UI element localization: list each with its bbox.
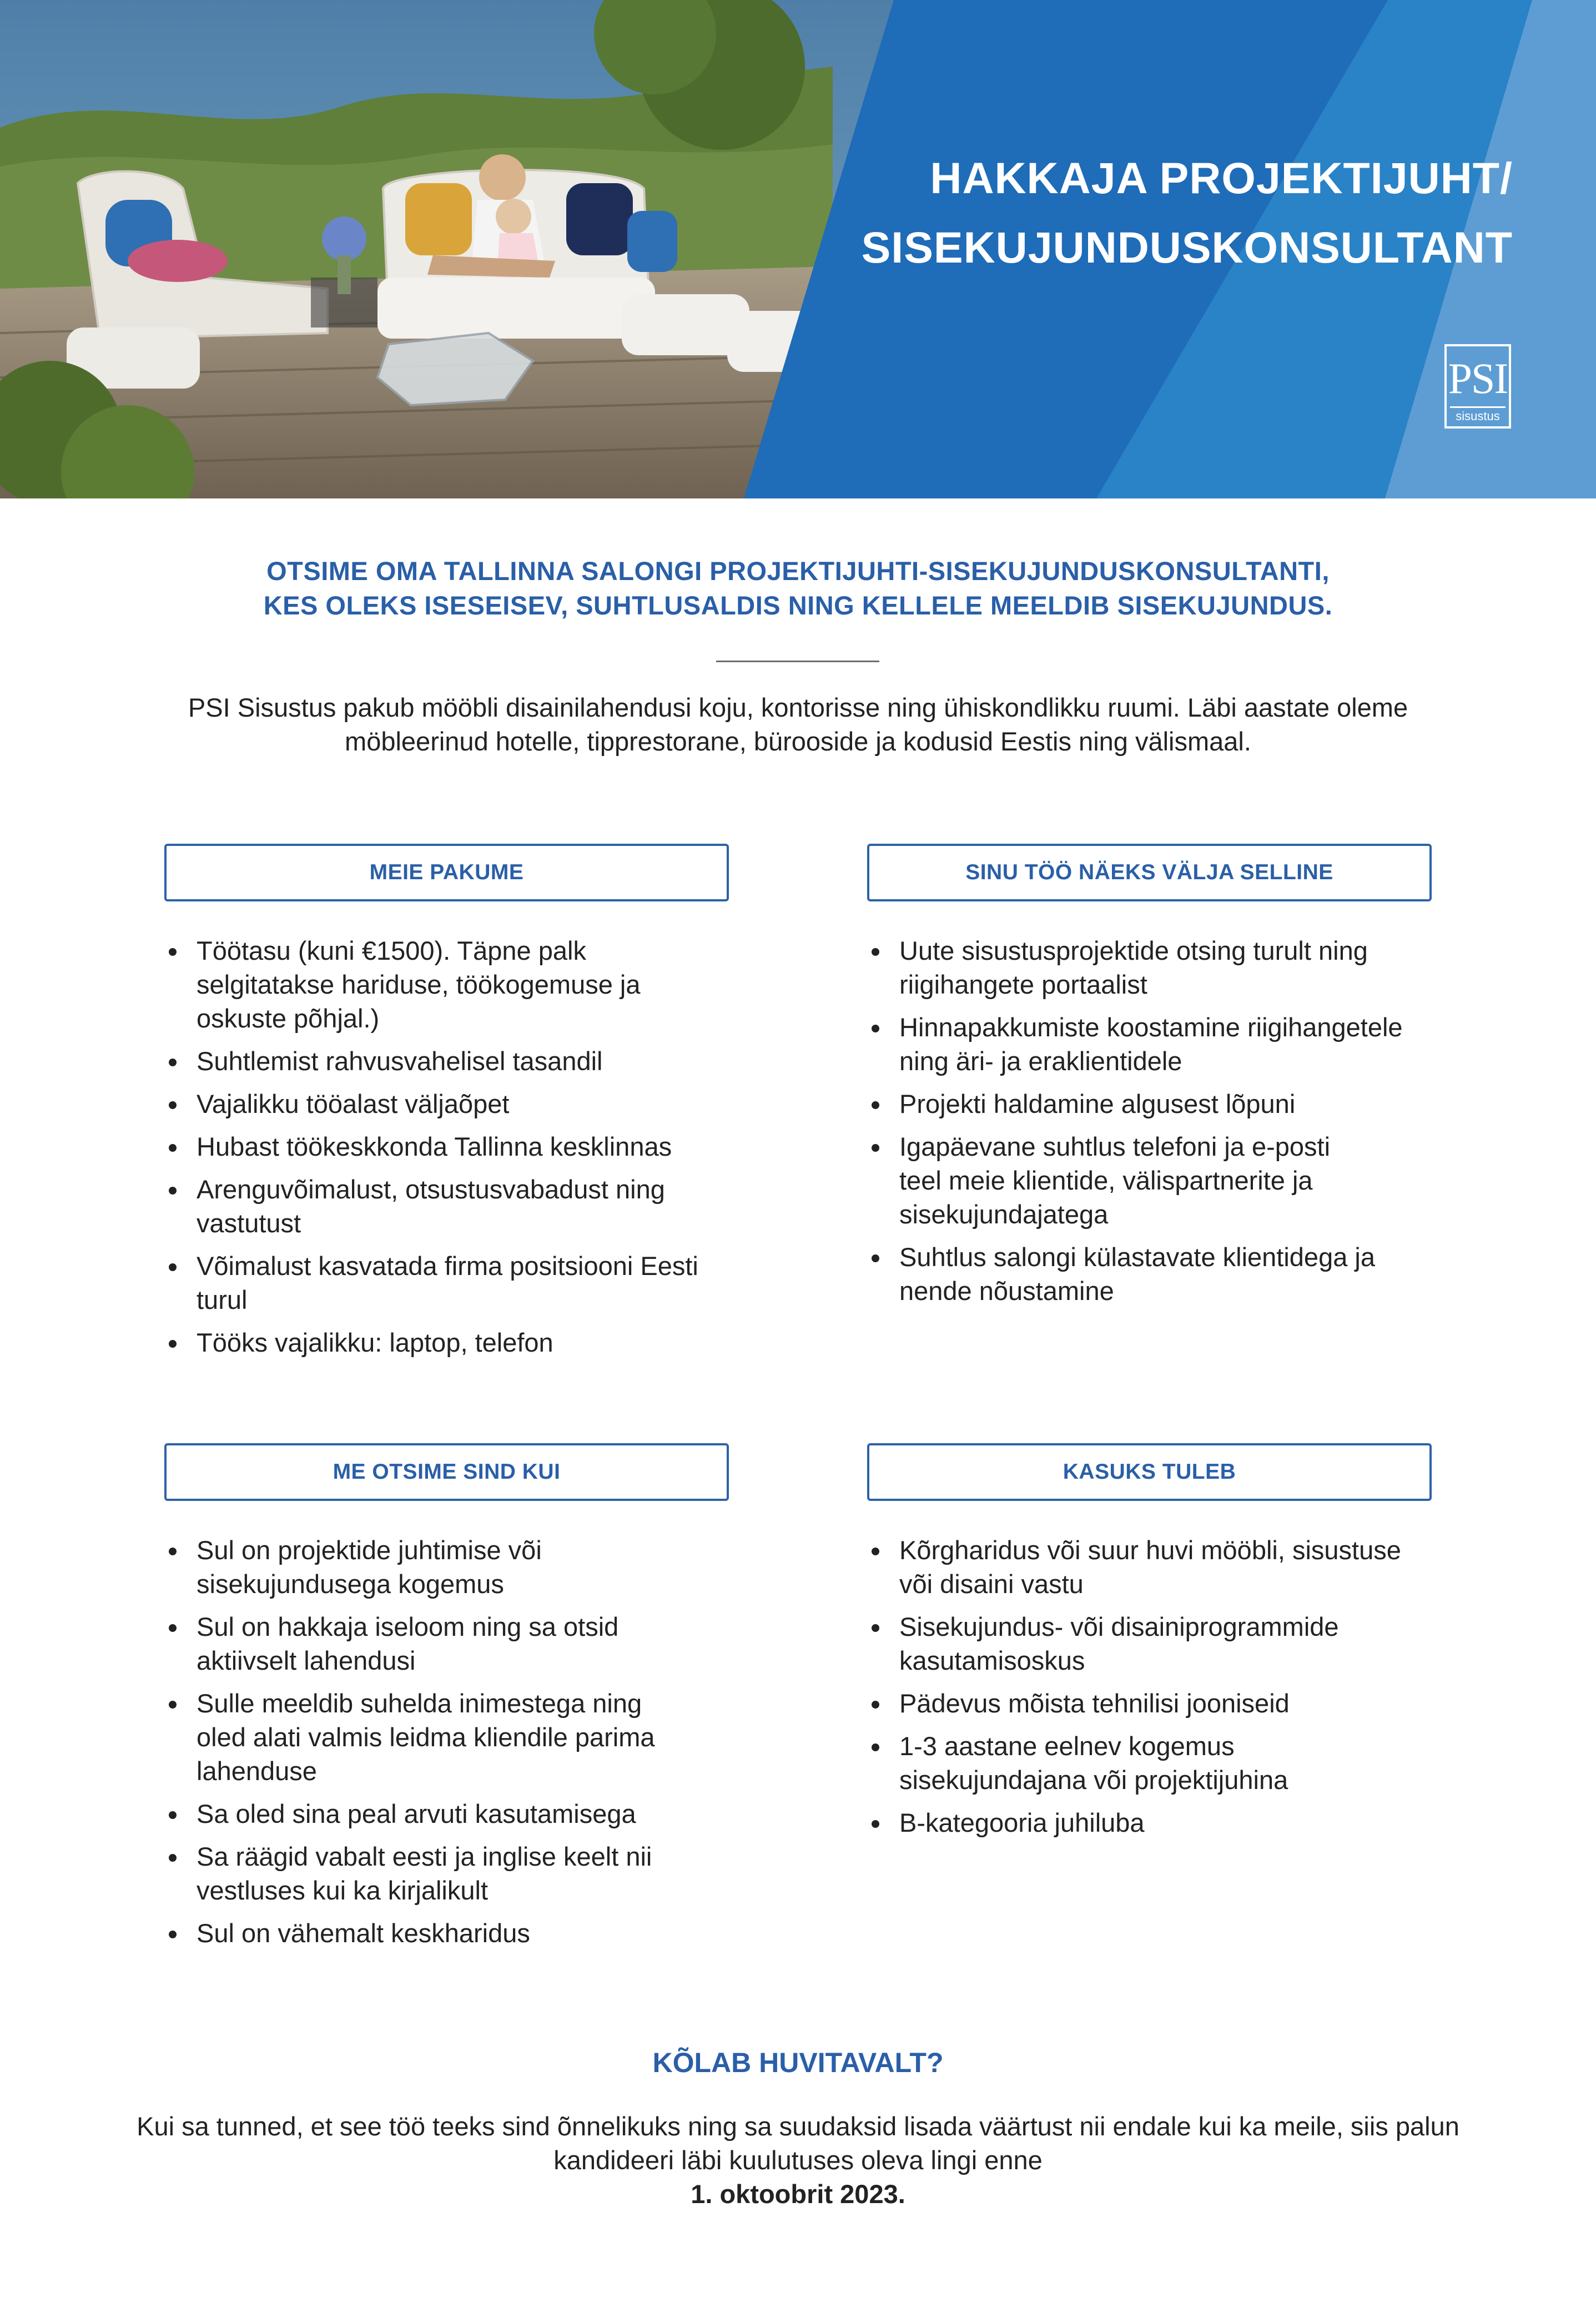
list-item-line: Vajalikku tööalast väljaõpet — [197, 1089, 510, 1118]
list-item — [867, 1087, 1472, 1121]
section-title-work: SINU TÖÖ NÄEKS VÄLJA SELLINE — [867, 844, 1432, 901]
list-item — [867, 1240, 1472, 1308]
list-item-line: teel meie klientide, välispartnerite ja — [899, 1166, 1313, 1195]
list-item — [867, 1610, 1472, 1677]
list-item-line: Igapäevane suhtlus telefoni ja e-posti — [899, 1132, 1331, 1161]
list-item-line: Pädevus mõista tehnilisi jooniseid — [899, 1689, 1290, 1718]
section-title-bonus: KASUKS TULEB — [867, 1443, 1432, 1501]
list-item — [867, 934, 1472, 1001]
list-item-line: Sul on vähemalt keskharidus — [197, 1918, 530, 1948]
seek-list — [164, 1533, 753, 1959]
list-item-line: Projekti haldamine algusest lõpuni — [899, 1089, 1296, 1118]
list-item-line: Suhtlemist rahvusvahelisel tasandil — [197, 1046, 603, 1076]
list-item — [164, 1610, 753, 1677]
list-item-line: Uute sisustusprojektide otsing turult ning — [899, 936, 1368, 965]
psi-sisustus-logo — [1444, 344, 1511, 429]
list-item-line: Tööks vajalikku: laptop, telefon — [197, 1328, 553, 1357]
list-item — [164, 1249, 753, 1317]
list-item-line: sisekujundajatega — [899, 1200, 1109, 1229]
cta-deadline: 1. oktoobrit 2023. — [691, 2179, 905, 2209]
list-item-line: või disaini vastu — [899, 1569, 1084, 1599]
list-item — [164, 1533, 753, 1601]
intro-line-2: möbleerinud hotelle, tipprestorane, bürooside ja kodusid Eestis ning välismaal. — [345, 727, 1251, 756]
list-item-line: aktiivselt lahendusi — [197, 1646, 416, 1675]
list-item-line: oskuste põhjal.) — [197, 1004, 380, 1033]
list-item-line: nende nõustamine — [899, 1276, 1114, 1306]
hero-title-line-1: HAKKAJA PROJEKTIJUHT/ — [930, 153, 1513, 203]
cta-line-2 — [67, 2143, 1529, 2211]
list-item-line: kasutamisoskus — [899, 1646, 1085, 1675]
lead-heading — [111, 554, 1485, 623]
work-list — [867, 934, 1472, 1317]
list-item-line: 1-3 aastane eelnev kogemus — [899, 1731, 1235, 1761]
intro-line-1: PSI Sisustus pakub mööbli disainilahendusi koju, kontorisse ning ühiskondlikku ruumi. Läbi aastate oleme — [188, 693, 1408, 722]
list-item-line: lahenduse — [197, 1756, 317, 1786]
list-item — [164, 934, 753, 1035]
offer-list — [164, 934, 753, 1368]
divider — [716, 661, 879, 662]
list-item-line: vastutust — [197, 1208, 301, 1238]
list-item — [164, 1130, 753, 1163]
list-item-line: Sisekujundus- või disainiprogrammide — [899, 1612, 1339, 1641]
list-item — [164, 1087, 753, 1121]
list-item-line: Sa oled sina peal arvuti kasutamisega — [197, 1799, 636, 1828]
list-item-line: sisekujundajana või projektijuhina — [899, 1765, 1288, 1795]
list-item-line: vestluses kui ka kirjalikult — [197, 1876, 489, 1905]
section-title-seek: ME OTSIME SIND KUI — [164, 1443, 729, 1501]
list-item — [164, 1044, 753, 1078]
list-item-line: Sulle meeldib suhelda inimestega ning — [197, 1689, 642, 1718]
logo-subtitle: sisustus — [1450, 406, 1506, 425]
list-item-line: Hinnapakkumiste koostamine riigihangetele — [899, 1012, 1403, 1042]
list-item — [164, 1840, 753, 1907]
list-item — [867, 1533, 1472, 1601]
list-item-line: oled alati valmis leidma kliendile parima — [197, 1722, 655, 1752]
list-item-line: turul — [197, 1285, 248, 1314]
hero-title — [862, 143, 1513, 282]
list-item — [164, 1797, 753, 1831]
cta-line-1: Kui sa tunned, et see töö teeks sind õnnelikuks ning sa suudaksid lisada väärtust nii endale kui ka meile, siis palun — [137, 2112, 1459, 2141]
list-item-line: Võimalust kasvatada firma positsiooni Eesti — [197, 1251, 698, 1281]
cta-title: KÕLAB HUVITAVALT? — [652, 2047, 944, 2078]
list-item-line: riigihangete portaalist — [899, 970, 1147, 999]
lead-line-2: KES OLEKS ISESEISEV, SUHTLUSALDIS NING KELLELE MEELDIB SISEKUJUNDUS. — [263, 591, 1333, 620]
list-item — [867, 1729, 1472, 1797]
list-item — [867, 1010, 1472, 1078]
cta-text — [67, 2109, 1529, 2211]
list-item-line: Kõrgharidus või suur huvi mööbli, sisustuse — [899, 1535, 1401, 1565]
list-item-line: Töötasu (kuni €1500). Täpne palk — [197, 936, 586, 965]
list-item — [867, 1806, 1472, 1840]
list-item — [867, 1686, 1472, 1720]
list-item — [164, 1916, 753, 1950]
lead-line-1: OTSIME OMA TALLINNA SALONGI PROJEKTIJUHTI-SISEKUJUNDUSKONSULTANTI, — [266, 556, 1330, 586]
list-item-line: ning äri- ja eraklientidele — [899, 1046, 1182, 1076]
list-item-line: Arenguvõimalust, otsustusvabadust ning — [197, 1175, 665, 1204]
hero-banner — [0, 0, 1596, 498]
list-item-line: Sul on projektide juhtimise või — [197, 1535, 542, 1565]
list-item-line: Suhtlus salongi külastavate klientidega ja — [899, 1242, 1375, 1272]
list-item — [164, 1326, 753, 1359]
hero-title-line-2: SISEKUJUNDUSKONSULTANT — [861, 223, 1513, 272]
list-item-line: Sa räägid vabalt eesti ja inglise keelt nii — [197, 1842, 652, 1871]
list-item-line: sisekujundusega kogemus — [197, 1569, 504, 1599]
list-item — [867, 1130, 1472, 1231]
list-item-line: Hubast töökeskkonda Tallinna kesklinnas — [197, 1132, 672, 1161]
company-intro — [133, 691, 1463, 758]
cta-line-2-text: kandideeri läbi kuulutuses oleva lingi enne — [553, 2145, 1043, 2175]
logo-mark: PSI — [1448, 354, 1508, 402]
list-item-line: Sul on hakkaja iseloom ning sa otsid — [197, 1612, 619, 1641]
list-item — [164, 1172, 753, 1240]
list-item — [164, 1686, 753, 1788]
list-item-line: selgitatakse hariduse, töökogemuse ja — [197, 970, 641, 999]
list-item-line: B-kategooria juhiluba — [899, 1808, 1145, 1837]
bonus-list — [867, 1533, 1472, 1848]
section-title-offer: MEIE PAKUME — [164, 844, 729, 901]
